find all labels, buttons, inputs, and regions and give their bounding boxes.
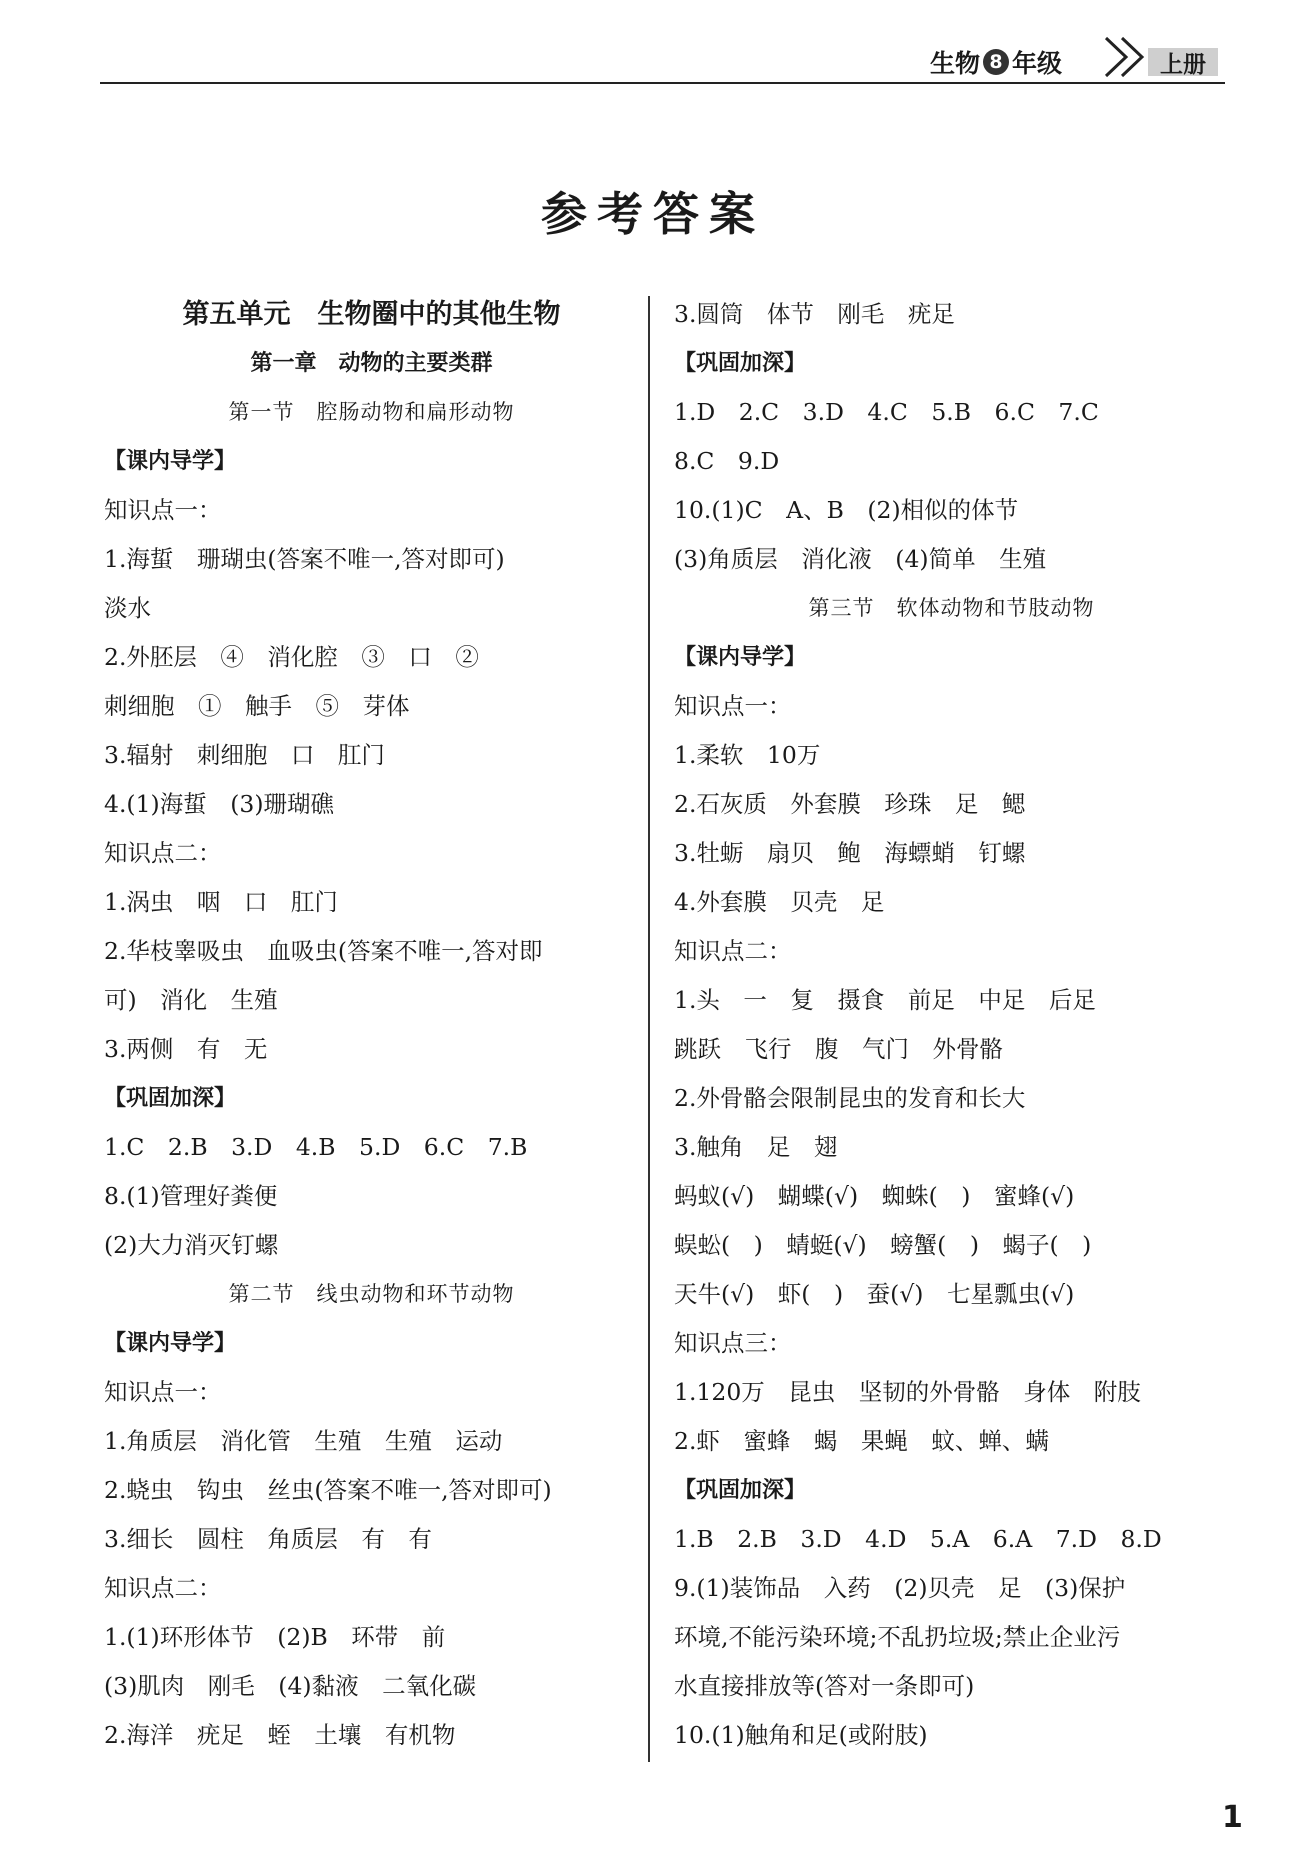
answer-line: 蜈蚣( ) 蜻蜓(√) 螃蟹( ) 蝎子( ) [674,1231,1092,1259]
header-subject [930,46,1062,78]
answer-line: 2.虾 蜜蜂 蝎 果蝇 蚊、蝉、螨 [674,1427,1049,1455]
header-rule [100,82,1225,84]
answer-line: 1.柔软 10万 [674,741,821,769]
answer-line: 4.(1)海蜇 (3)珊瑚礁 [104,790,334,818]
answer-line: (3)角质层 消化液 (4)简单 生殖 [674,545,1047,573]
answer-line: 3.触角 足 翅 [674,1133,838,1161]
answer-line: 知识点二： [104,839,222,867]
answer-line: 环境,不能污染环境;不乱扔垃圾;禁止企业污 [674,1623,1121,1651]
answer-line: 3.细长 圆柱 角质层 有 有 [104,1525,432,1553]
left-column [104,290,639,1760]
answer-line: 3.辐射 刺细胞 口 肛门 [104,741,385,769]
answer-line: 蚂蚁(√) 蝴蝶(√) 蜘蛛( ) 蜜蜂(√) [674,1182,1075,1210]
answer-line: (2)大力消灭钉螺 [104,1231,279,1259]
answer-line: 8.(1)管理好粪便 [104,1182,278,1210]
answer-line: 2.海洋 疣足 蛭 土壤 有机物 [104,1721,456,1749]
subject-label: 生物 [930,49,981,78]
answer-line: 天牛(√) 虾( ) 蚕(√) 七星瓢虫(√) [674,1280,1075,1308]
answer-line: 刺细胞 ① 触手 ⑤ 芽体 [104,692,410,720]
answer-line: 淡水 [104,594,151,622]
section-heading: 第一节 腔肠动物和扁形动物 [228,400,515,424]
page-header [100,40,1225,84]
answer-line: 知识点二： [104,1574,222,1602]
answer-line: 3.两侧 有 无 [104,1035,268,1063]
page-number: 1 [1222,1800,1243,1835]
volume-tab: 上册 [1148,48,1218,76]
answer-line: (3)肌肉 刚毛 (4)黏液 二氧化碳 [104,1672,477,1700]
answer-line: 2.外骨骼会限制昆虫的发育和长大 [674,1084,1026,1112]
bracket-heading: 【课内导学】 [104,1331,237,1356]
grade-badge: 8 [983,49,1009,75]
answer-line: 1.(1)环形体节 (2)B 环带 前 [104,1623,446,1651]
answer-line: 2.蛲虫 钩虫 丝虫(答案不唯一,答对即可) [104,1476,552,1504]
section-heading: 第二节 线虫动物和环节动物 [228,1282,515,1306]
answer-line: 1.海蜇 珊瑚虫(答案不唯一,答对即可) [104,545,505,573]
answer-line: 1.涡虫 咽 口 肛门 [104,888,338,916]
grade-label: 年级 [1012,49,1063,78]
answer-line: 1.C 2.B 3.D 4.B 5.D 6.C 7.B [104,1133,528,1161]
answer-line: 知识点一： [104,1378,222,1406]
answer-line: 知识点二： [674,937,792,965]
unit-heading: 第五单元 生物圈中的其他生物 [182,299,561,330]
answer-line: 10.(1)触角和足(或附肢) [674,1721,928,1749]
answer-line: 8.C 9.D [674,447,780,475]
bracket-heading: 【巩固加深】 [674,351,807,376]
bracket-heading: 【巩固加深】 [674,1478,807,1503]
answer-line: 知识点一： [674,692,792,720]
chapter-heading: 第一章 动物的主要类群 [250,351,493,376]
bracket-heading: 【课内导学】 [104,449,237,474]
answer-line: 1.B 2.B 3.D 4.D 5.A 6.A 7.D 8.D [674,1525,1162,1553]
answer-line: 2.华枝睾吸虫 血吸虫(答案不唯一,答对即 [104,937,543,965]
answer-line: 3.圆筒 体节 刚毛 疣足 [674,300,955,328]
answer-line: 跳跃 飞行 腹 气门 外骨骼 [674,1035,1003,1063]
answer-line: 3.牡蛎 扇贝 鲍 海螵蛸 钉螺 [674,839,1026,867]
bracket-heading: 【巩固加深】 [104,1086,237,1111]
answer-line: 知识点三： [674,1329,792,1357]
answer-line: 9.(1)装饰品 入药 (2)贝壳 足 (3)保护 [674,1574,1126,1602]
answer-line: 1.D 2.C 3.D 4.C 5.B 6.C 7.C [674,398,1099,426]
answer-line: 1.角质层 消化管 生殖 生殖 运动 [104,1427,503,1455]
section-heading: 第三节 软体动物和节肢动物 [808,596,1095,620]
column-divider [648,296,650,1762]
double-chevron-icon [1102,32,1150,82]
page-title: 参考答案 [541,187,765,241]
answer-line: 2.石灰质 外套膜 珍珠 足 鳃 [674,790,1026,818]
answer-line: 4.外套膜 贝壳 足 [674,888,885,916]
answer-line: 水直接排放等(答对一条即可) [674,1672,975,1700]
answer-line: 1.120万 昆虫 坚韧的外骨骼 身体 附肢 [674,1378,1141,1406]
answer-line: 1.头 一 复 摄食 前足 中足 后足 [674,986,1096,1014]
answer-line: 可) 消化 生殖 [104,986,278,1014]
right-column [674,290,1229,1760]
answer-line: 知识点一： [104,496,222,524]
answer-line: 10.(1)C A、B (2)相似的体节 [674,496,1019,524]
answer-line: 2.外胚层 ④ 消化腔 ③ 口 ② [104,643,479,671]
bracket-heading: 【课内导学】 [674,645,807,670]
